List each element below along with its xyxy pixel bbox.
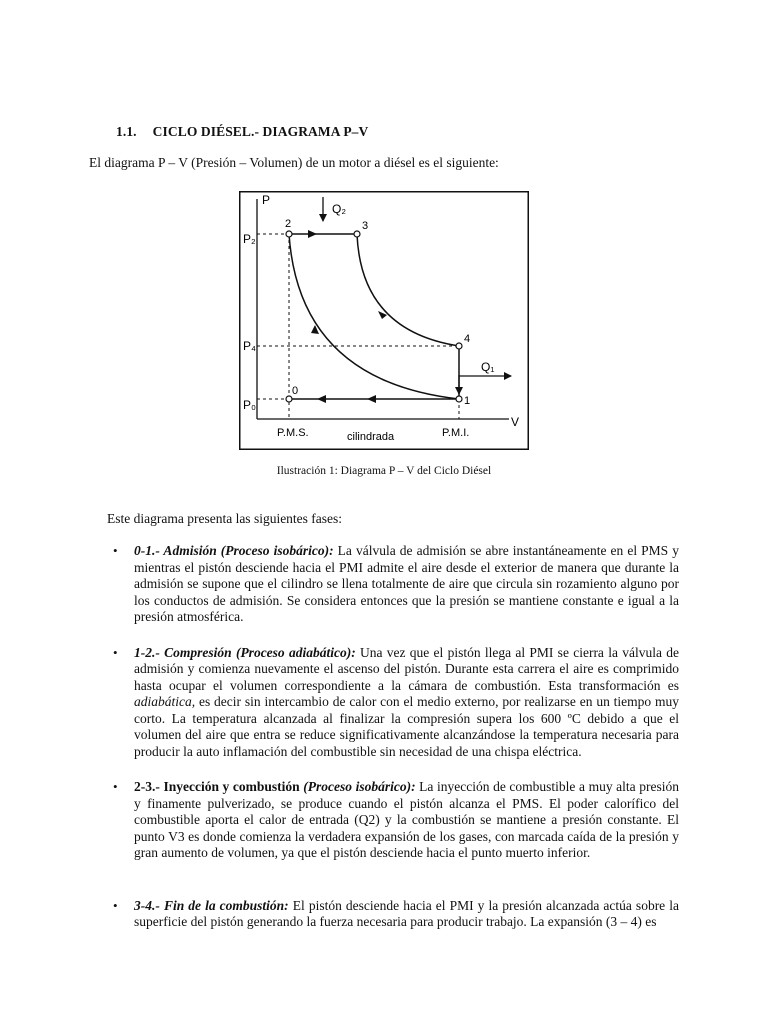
phase-title: 3-4.- Fin de la combustión: [134,897,289,913]
label-pmi: P.M.I. [442,427,470,439]
figure-caption: Ilustración 1: Diagrama P – V del Ciclo Diésel [276,465,492,477]
phase-text: El pistón desciende hacia el PMI y la presión alcanzada actúa sobre la superficie del pistón generando la fuerza necesaria para producir trabajo. La expansión (3 – 4) es [134,897,679,929]
label-q-in: Q₂ [332,202,346,216]
label-point-1: 1 [464,395,471,407]
diagram-frame [240,192,529,450]
label-pms: P.M.S. [277,427,309,439]
point-3 [354,231,360,237]
label-point-2: 2 [285,218,292,230]
phase-text: La inyección de combustible a muy alta presión y finamente pulverizado, se produce cuando el pistón alcanza el PMS. El poder calorífico del combustible aporta el calor de entrada (Q2) y la combustión se mantiene a presión constante. El punto V3 es donde comienza la verdadera expansión de los gases, con marcada caída de la presión y gran aumento de volumen, ya que el pistón desciende hacia el punto muerto inferior. [134,779,679,860]
label-p4: P₄ [243,339,256,353]
label-p0: P₀ [243,398,256,412]
label-axis-v: V [511,415,520,429]
process-1-2 [289,234,459,399]
phases-list [0,543,768,931]
point-4 [456,343,462,349]
list-item [113,779,679,862]
phase-title: 2-3.- Inyección y combustión [134,779,304,794]
phase-title-qualifier: (Proceso isobárico): [303,779,416,794]
pv-diagram [239,191,529,450]
label-point-3: 3 [362,220,369,232]
process-3-4 [357,234,459,346]
phase-text: La válvula de admisión se abre instantáneamente en el PMS y mientras el pistón desciende hacia el PMI admite el aire desde el exterior de manera que durante la admisión se supone que el cilindro se llena totalmente de aire que circula sin rozamiento alguno por los conductos de admisión. Se considera entonces que la presión se mantiene constante e igual a la presión atmosférica. [134,543,680,624]
point-1 [456,396,462,402]
label-cilindrada: cilindrada [347,431,395,443]
arrow-2-3 [308,230,317,238]
phase-text: Una vez que el pistón llega al PMI se cierra la válvula de admisión y comienza nuevamente el ascenso del pistón. Durante esta carrera el aire es comprimido hasta ocupar el volumen correspondiente a la cámara de combustión. Esta transformación es [134,644,679,693]
phase-title: 0-1.- Admisión (Proceso isobárico): [134,543,334,558]
bullet-icon: • [113,543,118,558]
phase-text: es decir sin intercambio de calor con el medio externo, por realizarse en un tiempo muy corto. La temperatura alcanzada al finalizar la compresión supera los 600 ºC debido a que el volumen del aire que entra se reduce significativamente alcanzándose la temperatura necesaria para producir la auto inflamación del combustible sin necesidad de una chispa eléctrica. [134,694,679,759]
arrow-1-0-b [367,395,376,403]
section-number: 1.1. [116,124,137,139]
point-2 [286,231,292,237]
bullet-icon: • [113,897,118,913]
bullet-icon: • [113,644,118,660]
bullet-icon: • [113,779,118,794]
intro-paragraph: El diagrama P – V (Presión – Volumen) de un motor a diésel es el siguiente: [89,155,499,170]
label-p2: P₂ [243,232,256,246]
label-q-out: Q₁ [481,360,495,374]
phases-intro: Este diagrama presenta las siguientes fases: [107,511,343,526]
section-title: CICLO DIÉSEL.- DIAGRAMA P–V [152,124,369,139]
phase-italic-term: adiabática, [134,694,196,709]
list-item [113,543,680,626]
label-point-4: 4 [464,333,471,345]
list-item [113,644,679,761]
section-heading [116,124,368,140]
pv-diagram-figure [239,191,529,450]
arrow-1-0-a [317,395,326,403]
label-axis-p: P [262,193,271,207]
list-item [113,897,679,931]
label-point-0: 0 [292,385,299,397]
phase-title: 1-2.- Compresión (Proceso adiabático): [134,644,356,660]
